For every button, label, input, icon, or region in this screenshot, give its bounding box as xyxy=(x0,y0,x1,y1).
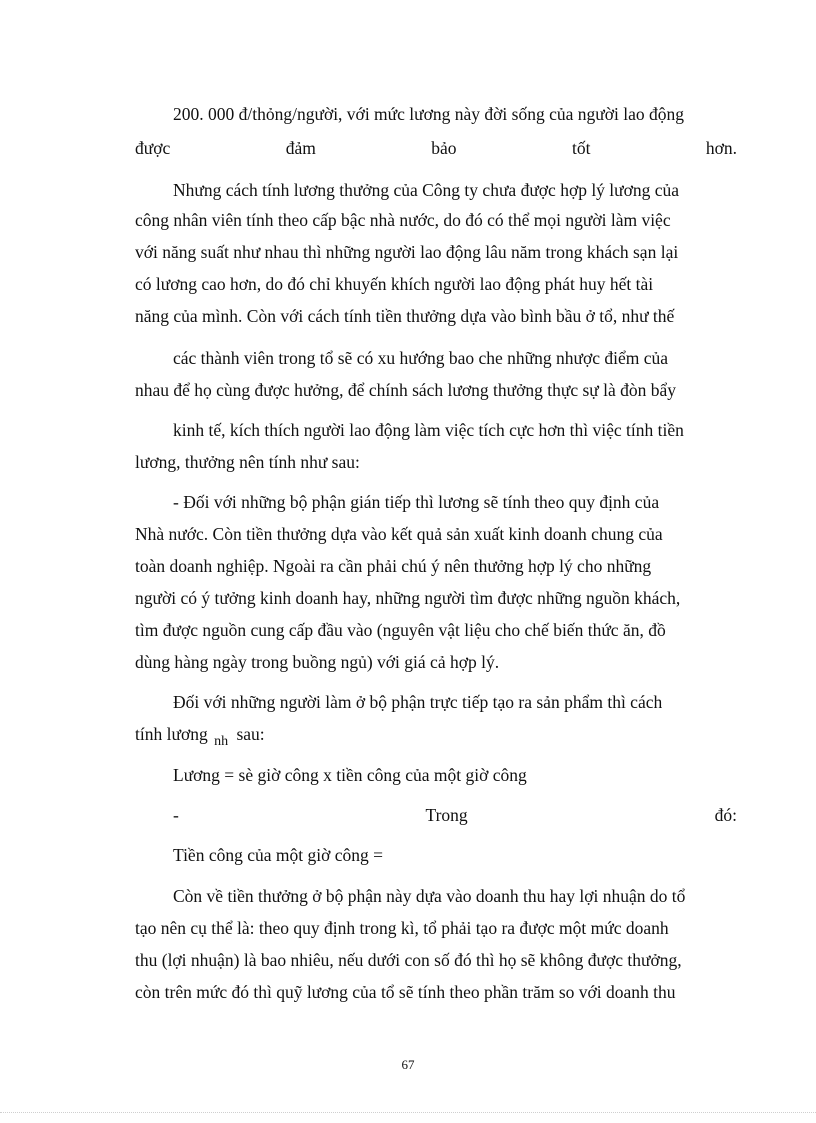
paragraph-line: còn trên mức đó thì quỹ lương của tổ sẽ tính theo phần trăm so với doanh thu xyxy=(135,982,676,1002)
line-suffix: sau: xyxy=(236,724,265,744)
paragraph-line: công nhân viên tính theo cấp bậc nhà nước, do đó có thể mọi người làm việc xyxy=(135,210,671,230)
paragraph-line xyxy=(135,722,265,749)
line-prefix: tính lương xyxy=(135,724,208,744)
paragraph-line: các thành viên trong tổ sẽ có xu hướng bao che những nhược điểm của xyxy=(173,348,669,368)
paragraph-line: toàn doanh nghiệp. Ngoài ra cần phải chú ý nên thưởng hợp lý cho những xyxy=(135,556,652,576)
paragraph-line: kinh tế, kích thích người lao động làm việc tích cực hơn thì việc tính tiền xyxy=(173,420,684,440)
paragraph-line: được đảm bảo tốt hơn. xyxy=(135,138,737,158)
paragraph-line: thu (lợi nhuận) là bao nhiêu, nếu dưới con số đó thì họ sẽ không được thưởng, xyxy=(135,950,682,970)
paragraph-line: năng của mình. Còn với cách tính tiền thưởng dựa vào bình bầu ở tổ, như thế xyxy=(135,306,675,326)
paragraph-line: Còn về tiền thưởng ở bộ phận này dựa vào doanh thu hay lợi nhuận do tổ xyxy=(173,886,686,906)
paragraph-line: Nhà nước. Còn tiền thưởng dựa vào kết quả sản xuất kinh doanh chung của xyxy=(135,524,663,544)
paragraph-line: nhau để họ cùng được hưởng, để chính sách lương thưởng thực sự là đòn bẩy xyxy=(135,380,677,400)
paragraph-line: dùng hàng ngày trong buồng ngủ) với giá cả hợp lý. xyxy=(135,652,500,672)
paragraph-line: tìm được nguồn cung cấp đầu vào (nguyên vật liệu cho chế biến thức ăn, đồ xyxy=(135,620,666,640)
paragraph-line: - Trong đó: xyxy=(173,805,737,825)
paragraph-line: Đối với những người làm ở bộ phận trực tiếp tạo ra sản phẩm thì cách xyxy=(173,692,663,712)
bottom-dotted-rule xyxy=(0,1112,816,1113)
paragraph-line: - Đối với những bộ phận gián tiếp thì lương sẽ tính theo quy định của xyxy=(173,492,660,512)
paragraph-line: với năng suất như nhau thì những người lao động lâu năm trong khách sạn lại xyxy=(135,242,679,262)
page-number: 67 xyxy=(401,1057,415,1072)
paragraph-line: Nhưng cách tính lương thưởng của Công ty chưa được hợp lý lương của xyxy=(173,180,680,200)
paragraph-line: người có ý tưởng kinh doanh hay, những người tìm được những nguồn khách, xyxy=(135,588,681,608)
paragraph-line: có lương cao hơn, do đó chỉ khuyến khích người lao động phát huy hết tài xyxy=(135,274,654,294)
formula-line: Tiền công của một giờ công = xyxy=(173,845,383,865)
paragraph-line: tạo nên cụ thể là: theo quy định trong kì, tổ phải tạo ra được một mức doanh xyxy=(135,918,669,938)
paragraph-line: 200. 000 đ/thỏng/người, với mức lương này đời sống của người lao động xyxy=(173,104,684,124)
subscript-fragment: nh xyxy=(214,734,229,749)
formula-line: Lương = sè giờ công x tiền công của một giờ công xyxy=(173,765,527,785)
paragraph-line: lương, thưởng nên tính như sau: xyxy=(135,452,360,472)
